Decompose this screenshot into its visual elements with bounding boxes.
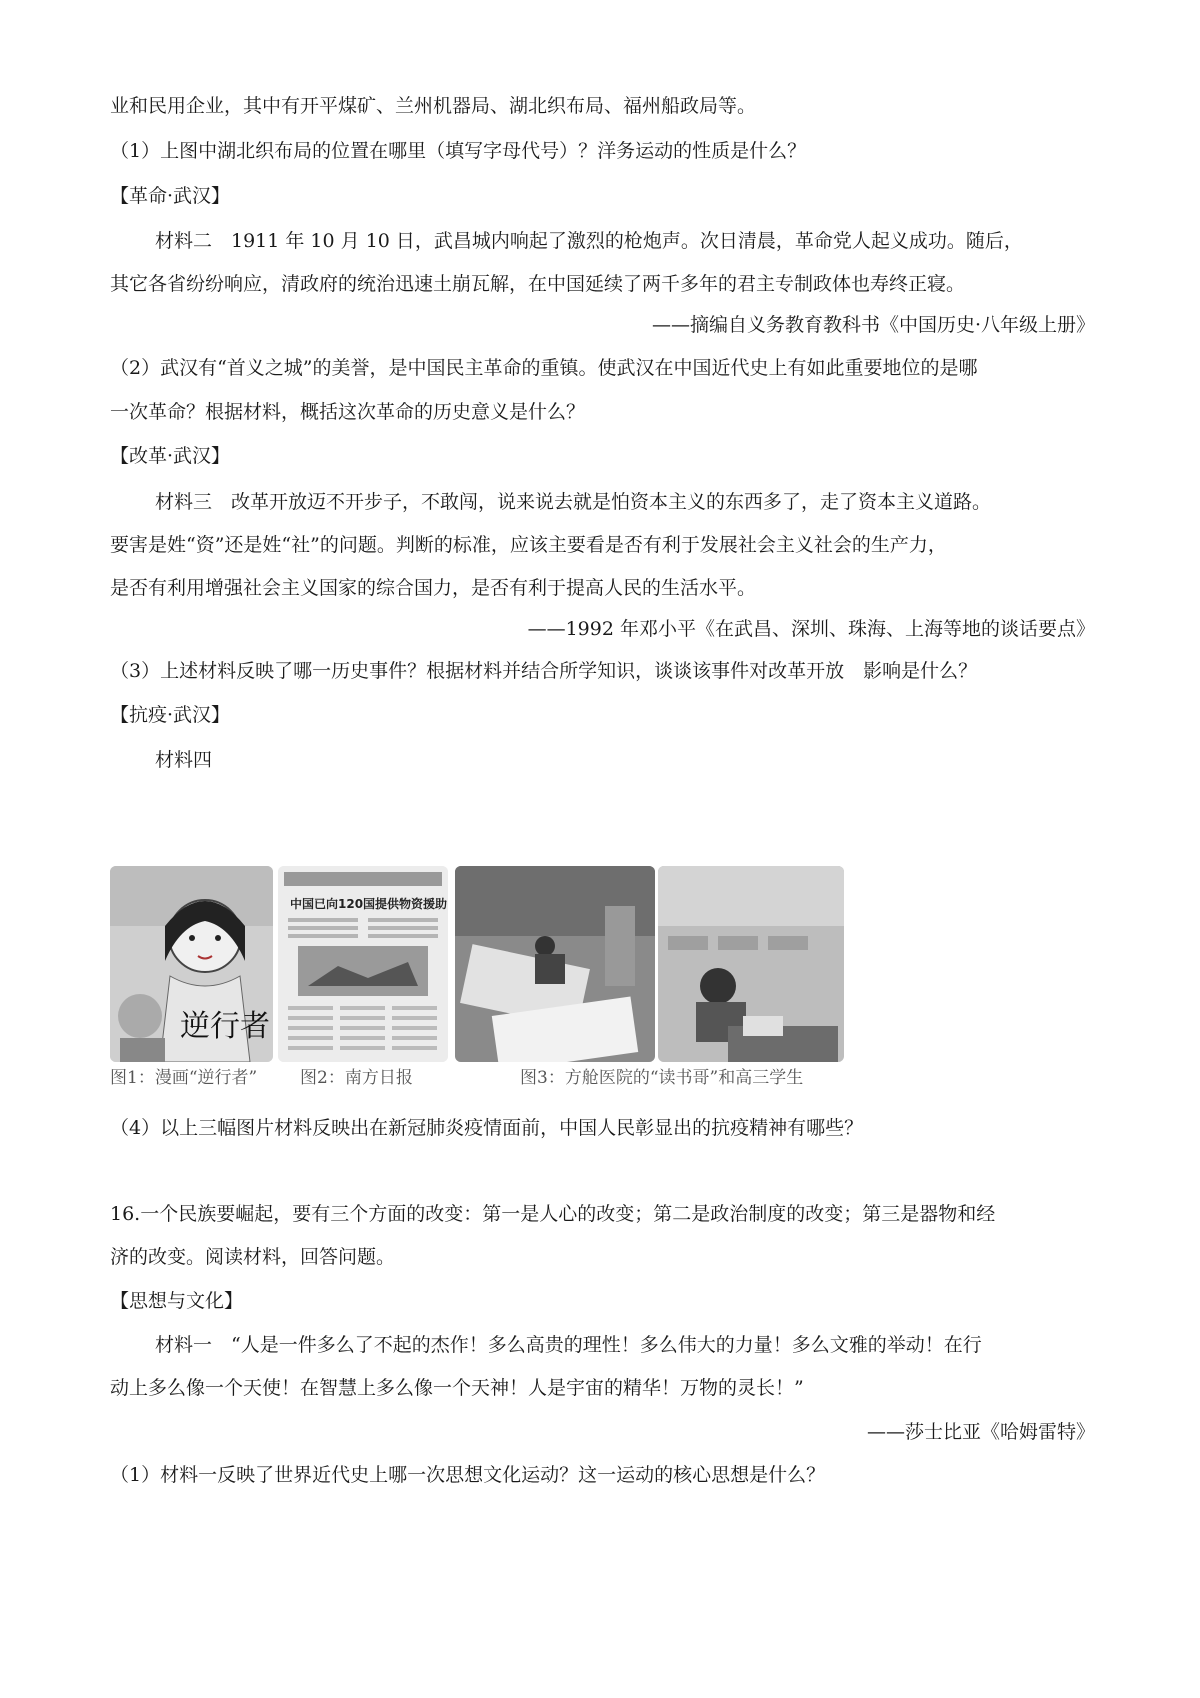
material-2-source: ——摘编自义务教育教科书《中国历史·八年级上册》 (651, 314, 1095, 336)
section-heading-revolution: 【革命·武汉】 (110, 185, 231, 207)
material-1-line-2: 动上多么像一个天使！在智慧上多么像一个天神！人是宇宙的精华！万物的灵长！” (110, 1377, 804, 1399)
material-4-figures (110, 866, 920, 1094)
question-16-line-1: 16.一个民族要崛起，要有三个方面的改变：第一是人心的改变；第二是政治制度的改变；第三是器物和经 (110, 1203, 996, 1225)
figure-2-caption: 图2：南方日报 (300, 1068, 413, 1088)
figure-2-newspaper (278, 866, 448, 1062)
question-2-line-2: 一次革命？根据材料，概括这次革命的历史意义是什么？ (110, 401, 586, 423)
newspaper-headline: 中国已向120国提供物资援助 (290, 897, 448, 911)
material-3-source: ——1992 年邓小平《在武昌、深圳、珠海、上海等地的谈话要点》 (527, 618, 1095, 640)
question-2-line-1: （2）武汉有“首义之城”的美誉，是中国民主革命的重镇。使武汉在中国近代史上有如此重要地位的是哪 (110, 357, 978, 379)
material-1-source: ——莎士比亚《哈姆雷特》 (866, 1421, 1095, 1443)
section-heading-thought: 【思想与文化】 (110, 1290, 244, 1312)
figure-1-cartoon (110, 866, 273, 1062)
material-3-line-2: 要害是姓“资”还是姓“社”的问题。判断的标准，应该主要看是否有利于发展社会主义社会的生产力， (110, 534, 947, 556)
question-16-line-2: 济的改变。阅读材料，回答问题。 (110, 1246, 396, 1268)
material-2-line-1: 材料二 1911 年 10 月 10 日，武昌城内响起了激烈的枪炮声。次日清晨，革命党人起义成功。随后， (155, 230, 1023, 252)
figure-3-hospital-left (455, 866, 655, 1062)
text-line: 业和民用企业，其中有开平煤矿、兰州机器局、湖北织布局、福州船政局等。 (110, 95, 757, 117)
question-16-1: （1）材料一反映了世界近代史上哪一次思想文化运动？这一运动的核心思想是什么？ (110, 1464, 826, 1486)
cartoon-image (110, 866, 273, 1062)
section-heading-reform: 【改革·武汉】 (110, 445, 231, 467)
cartoon-title-text: 逆行者 (180, 1009, 270, 1044)
material-3-line-3: 是否有利用增强社会主义国家的综合国力，是否有利于提高人民的生活水平。 (110, 577, 757, 599)
question-1: （1）上图中湖北织布局的位置在哪里（填写字母代号）？洋务运动的性质是什么？ (110, 140, 807, 162)
question-3: （3）上述材料反映了哪一历史事件？根据材料并结合所学知识，谈谈该事件对改革开放 影响是什么？ (110, 660, 978, 682)
material-2-line-2: 其它各省纷纷响应，清政府的统治迅速土崩瓦解，在中国延续了两千多年的君主专制政体也寿终正寝。 (110, 273, 966, 295)
question-4: （4）以上三幅图片材料反映出在新冠肺炎疫情面前，中国人民彰显出的抗疫精神有哪些？ (110, 1117, 864, 1139)
figure-1-caption: 图1：漫画“逆行者” (110, 1068, 258, 1088)
hospital-photo-right (658, 866, 844, 1062)
newspaper-image (278, 866, 448, 1062)
hospital-photo-left (455, 866, 655, 1062)
material-1-line-1: 材料一 “人是一件多么了不起的杰作！多么高贵的理性！多么伟大的力量！多么文雅的举动！在行 (155, 1334, 982, 1356)
figure-3-hospital-right (658, 866, 844, 1062)
figure-3-caption: 图3：方舱医院的“读书哥”和高三学生 (520, 1068, 804, 1088)
material-4-label: 材料四 (155, 749, 213, 771)
section-heading-epidemic: 【抗疫·武汉】 (110, 704, 231, 726)
material-3-line-1: 材料三 改革开放迈不开步子，不敢闯，说来说去就是怕资本主义的东西多了，走了资本主义道路。 (155, 491, 992, 513)
